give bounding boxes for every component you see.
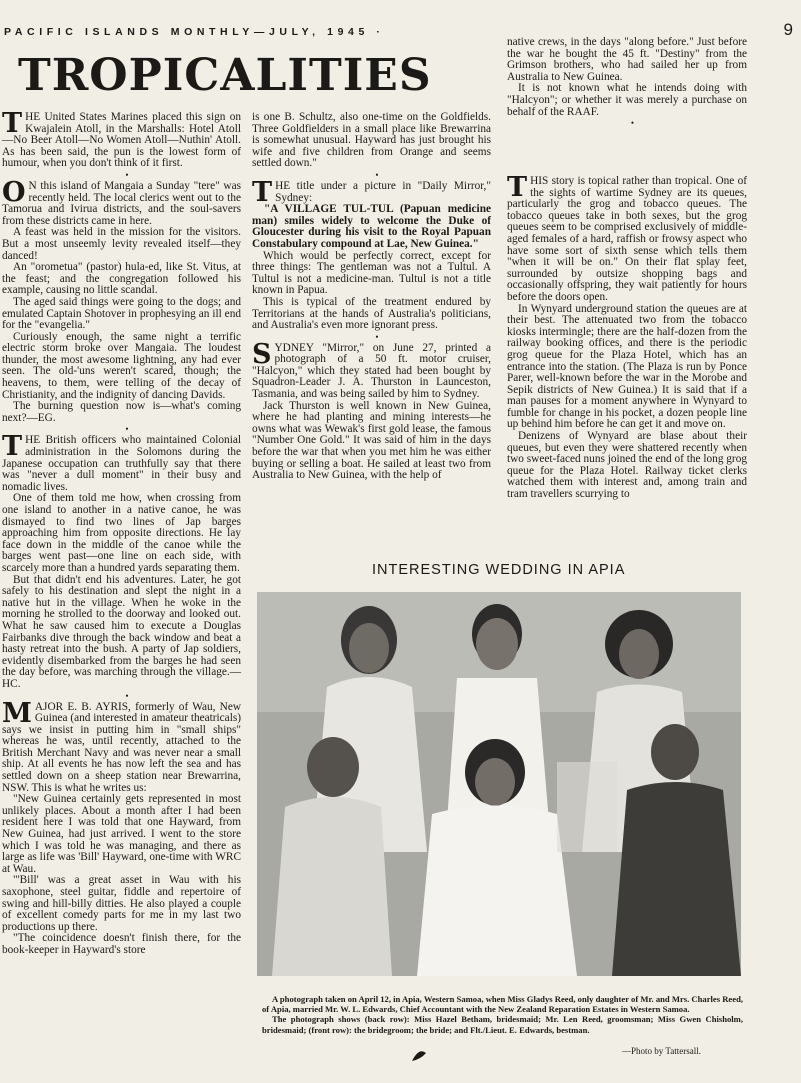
paragraph (252, 338, 491, 401)
photo-caption (262, 994, 743, 1035)
paragraph: is one B. Schultz, also one-time on the Goldfields. Three Goldfielders in a small place like Brewarrina is somewhat unusual. Hayward has just brought his wife and five children from Orange and seems settled down." (252, 111, 491, 170)
paragraph-text: AJOR E. B. AYRIS, formerly of Wau, New Guinea (and interested in amateur theatricals) says we insist in putting him in "small ships" whereas he was, until recently, attached to the British Merchant Navy and was never near a small ship. At all events he has now left the sea and has settled down on a sheep station near Brewarrina, NSW. This is what he writes us: (2, 700, 241, 794)
drop-cap: T (2, 431, 23, 463)
photo-credit: —Photo by Tattersall. (622, 1046, 701, 1056)
paragraph (2, 697, 241, 795)
paragraph-text: YDNEY "Mirror," on June 27, printed a photograph of a 50 ft. motor cruiser, "Halcyon," which they stated had been bought by Squadron-Leader J. A. Thurston in Launceston, Tasmania, and was being sailed by him to Sydney. (252, 341, 491, 401)
paragraph: "The coincidence doesn't finish there, for the book-keeper in Hayward's store (2, 932, 241, 956)
separator-dot: • (375, 169, 379, 180)
drop-cap: T (252, 176, 273, 208)
paragraph-text: HE title under a picture in "Daily Mirror," Sydney: (275, 179, 491, 204)
quoted-caption: "A VILLAGE TUL-TUL (Papuan medicine man) smiles widely to welcome the Duke of Gloucester during his visit to the Royal Papuan Constabulary compound at Lae, New Guinea." (252, 203, 491, 250)
paragraph: native crews, in the days "along before." Just before the war he bought the 45 ft. "Destiny" from the Grimson brothers, who had sailed her up from Australia to New Guinea. (507, 36, 747, 83)
feature-heading: INTERESTING WEDDING IN APIA (372, 562, 626, 578)
column-3 (507, 172, 747, 501)
paragraph: Which would be perfectly correct, except for three things: The gentleman was not a Tultul. A Tultul is not a medicine-man. Tultul is not a title known in Papua. (252, 249, 491, 297)
paragraph (2, 431, 241, 493)
wedding-photograph (257, 592, 741, 976)
paragraph: One of them told me how, when crossing from one island to another in a native canoe, he was dismayed to find two lines of Jap barges approaching him from opposite directions. He lay face down in the middle of the canoe while the barges went past—one line on each side, with scarcely more than a hundred yards separating them. (2, 492, 241, 574)
paragraph (2, 108, 241, 170)
drop-cap: T (507, 172, 528, 203)
paragraph: A feast was held in the mission for the visitors. But a most unseemly levity revealed itself—they danced! (2, 226, 241, 262)
drop-cap: T (2, 108, 23, 139)
paragraph: In Wynyard underground station the queues are at their best. The attenuated two from the tobacco kiosks intermingle; there are the half-dozen from the railway booking offices, and there is the periodic grog queue for the Plaza Hotel, which has an entrance into the station. (The Plaza is run by Ponce Parer, well-known before the war in the Morobe and Sepik districts of New Guinea.) It is said that if a man pauses for a moment anywhere in Wynyard to fumble for change in his pocket, a dozen people line up behind him before he can get it and move on. (507, 302, 747, 431)
paragraph-text: HIS story is topical rather than tropical. One of the sights of wartime Sydney are its queues, particularly the grog and tobacco queues. The tobacco queues take in both sexes, but the grog queues seem to be comprised exclusively of middle-aged females of a hard, raffish or frowsy aspect who have some sort of sixth sense which tells them "when it will be on." On their flat splay feet, surrounded by outsize shopping bags and occasionally offspring, they wait patiently for hours before the doors open. (507, 175, 747, 303)
separator-dot: • (125, 424, 129, 435)
page-title: TROPICALITIES (18, 50, 432, 101)
caption-line: A photograph taken on April 12, in Apia, Western Samoa, when Miss Gladys Reed, only daughter of Mr. and Mrs. Charles Reed, of Apia, married Mr. W. L. Edwards, Chief Accountant with the New Zealand Reparation Estates in Western Samoa. (262, 994, 743, 1015)
paragraph: "'Bill' was a great asset in Wau with his saxophone, steel guitar, fiddle and repertoire of swing and hill-billy ditties. He also played a couple of excellent comedy parts for me in my last two productions up there. (2, 874, 241, 933)
page-number: 9 (783, 20, 793, 39)
separator-dot: • (630, 118, 635, 129)
masthead: PACIFIC ISLANDS MONTHLY—JULY, 1945 · (4, 26, 385, 38)
separator-dot: • (375, 331, 379, 342)
column-3-top (507, 37, 747, 129)
paragraph: An "orometua" (pastor) hula-ed, like St. Vitus, at the feast; and the congregation followed his example, causing no little scandal. (2, 261, 241, 297)
separator-dot: • (125, 169, 129, 180)
drop-cap: M (2, 697, 32, 729)
separator-dot: • (125, 690, 129, 701)
paragraph: But that didn't end his adventures. Later, he got safely to his destination and slept the night in a native hut in the village. When he woke in the morning he strolled to the doorway and looked out. What he saw caused him to execute a Douglas Fairbanks dive through the back window and beat a hasty retreat into the bush. A party of Jap soldiers, evidently disembarked from the barges he had seen the day before, was marching through the village.—HC. (2, 573, 241, 690)
paragraph (507, 172, 747, 304)
paragraph: The burning question now is—what's coming next?—EG. (2, 400, 241, 424)
leaf-ornament-icon (411, 1049, 427, 1063)
paragraph: It is not known what he intends doing with "Halcyon"; or whether it was merely a purchase on behalf of the RAAF. (507, 82, 747, 118)
drop-cap: O (2, 176, 26, 208)
drop-cap: S (252, 338, 272, 370)
wedding-photo-illustration (257, 592, 741, 976)
paragraph (2, 176, 241, 227)
paragraph-text: HE United States Marines placed this sign on Kwajalein Atoll, in the Marshalls: Hotel Atoll—No Beer Atoll—No Women Atoll—Nuthin' Atoll. As has been said, the pun is the lowest form of humour, when you don't think of it first. (2, 111, 241, 170)
caption-line: The photograph shows (back row): Miss Hazel Betham, bridesmaid; Mr. Len Reed, groomsman; Miss Gwen Chisholm, bridesmaid; (front row): the bridegroom; the bride; and Flt./Lieut. E. Edwards, bestman. (262, 1014, 743, 1035)
paragraph: This is typical of the treatment endured by Territorians at the hands of Australia's politicians, and Australia's even more ignorant press. (252, 295, 491, 332)
column-2 (252, 112, 491, 482)
paragraph: Jack Thurston is well known in New Guinea, where he had planting and mining interests—he owns what was Wewak's first gold lease, the famous "Number One Gold." It was said of him in the days before the war that when you met him he was either buying or selling a boat. He sailed at least two from Australia to New Guinea, with the help of (252, 399, 491, 482)
paragraph-text: N this island of Mangaia a Sunday "tere" was recently held. The local clerics went out to the Tamorua and Ivirua districts, and the soul-savers from these districts came in here. (2, 179, 241, 227)
paragraph: Curiously enough, the same night a terrific electric storm broke over Mangaia. The loudest thunder, the most awesome lightning, any had ever seen. The old-'uns weren't scared, though; the heavens, to them, were telling of the decay of Christianity, and the indignity of dancing Davids. (2, 330, 241, 401)
column-1 (2, 108, 241, 957)
paragraph (252, 176, 491, 208)
paragraph: "New Guinea certainly gets represented in most unlikely places. About a month after I had been resident here I was told that one Hayward, from New Guinea, had just arrived. I went to the store which I was told he was managing, and there as large as life was 'Bill' Hayward, one-time with WRC at Wau. (2, 793, 241, 875)
paragraph-text: HE British officers who maintained Colonial administration in the Solomons during the Japanese occupation can truthfully say that there was "never a dull moment" in their busy and nomadic lives. (2, 434, 241, 493)
paragraph: Denizens of Wynyard are blase about their queues, but even they were shattered recently when two sweet-faced nuns joined the end of the long grog queue for the Plaza Hotel. Railway ticket clerks watched them with interest and, among train and tram travellers scurrying to (507, 430, 747, 501)
paragraph: The aged said things were going to the dogs; and emulated Captain Shotover in prophesying an ill end for the "evangelia." (2, 295, 241, 332)
